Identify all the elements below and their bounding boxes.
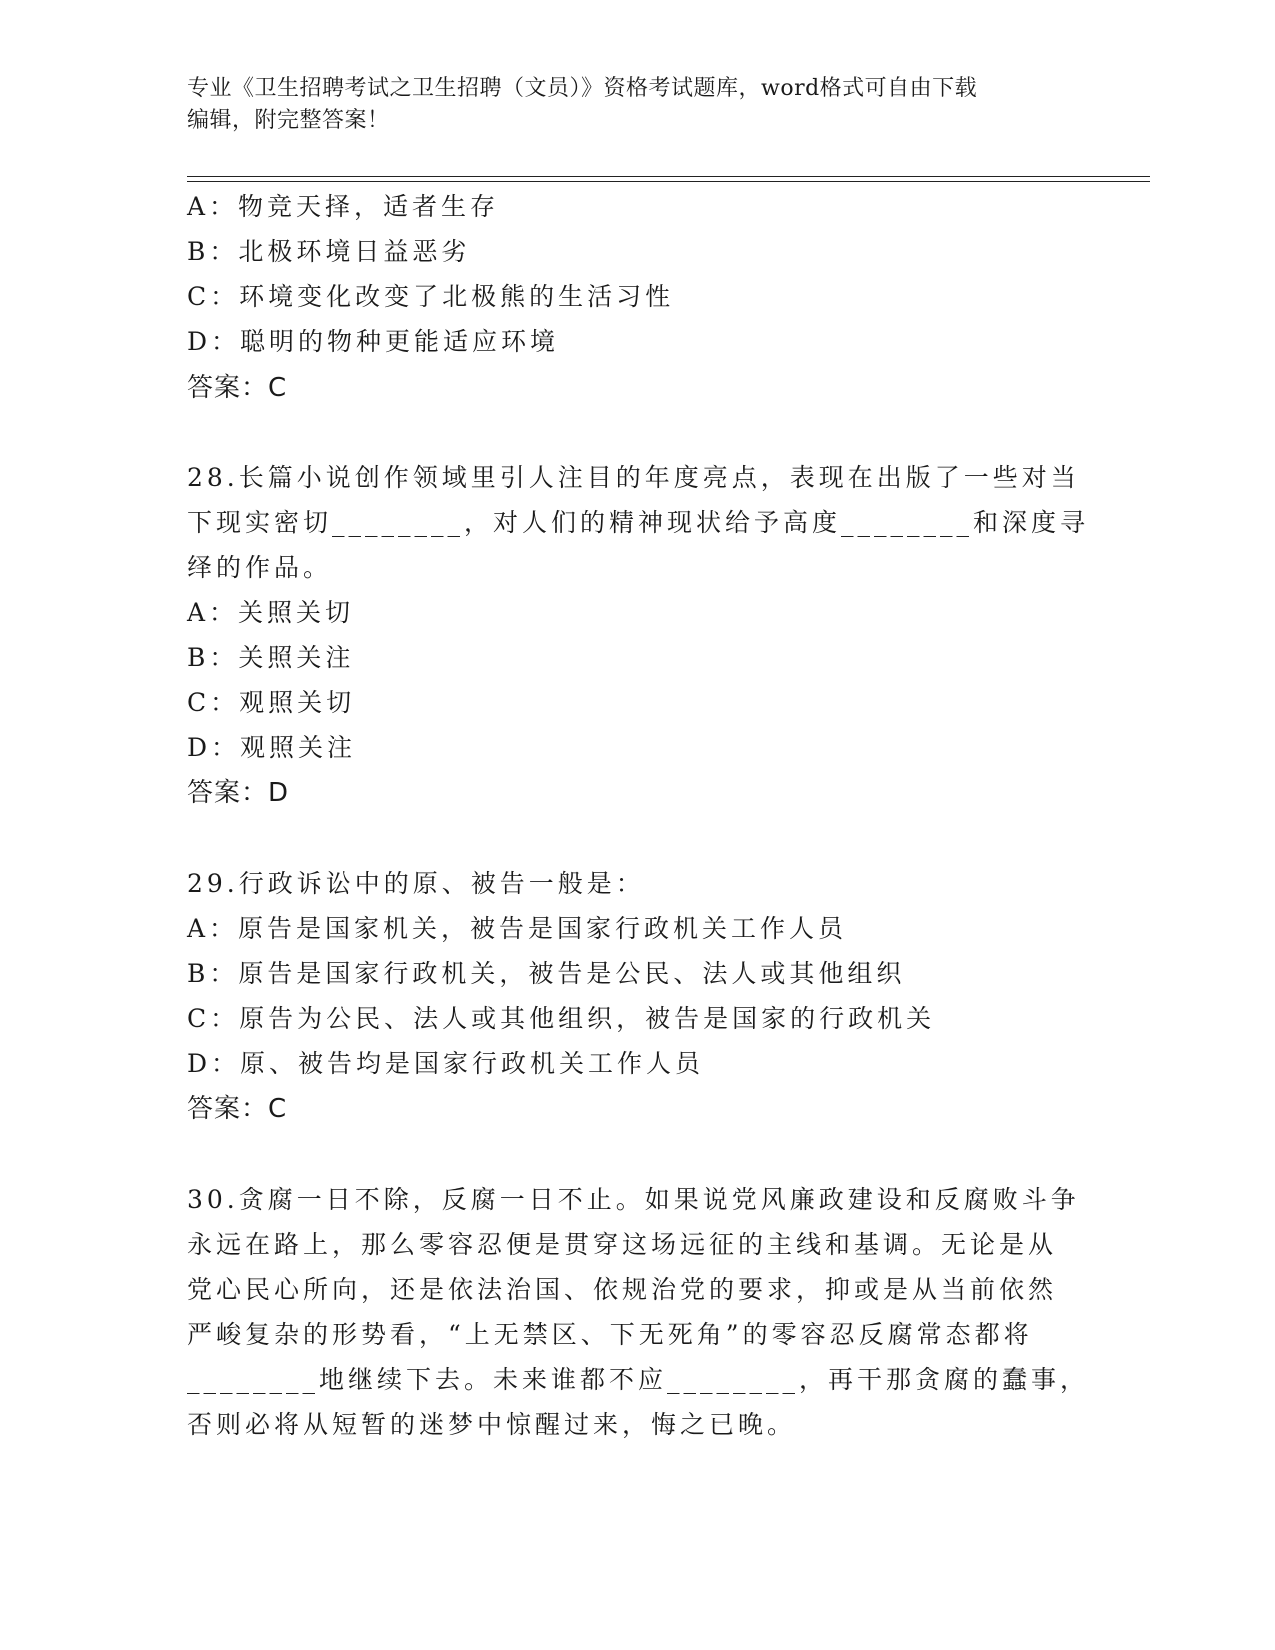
q28-option-c: C：观照关切 <box>187 688 356 717</box>
q30-stem-line-4: 严峻复杂的形势看，“上无禁区、下无死角”的零容忍反腐常态都将 <box>187 1320 1033 1349</box>
q29-option-d: D：原、被告均是国家行政机关工作人员 <box>187 1049 705 1078</box>
q28-answer: 答案：D <box>187 778 290 808</box>
header-divider-top <box>187 176 1150 177</box>
q28-stem-line-1: 28.长篇小说创作领域里引人注目的年度亮点，表现在出版了一些对当 <box>187 463 1080 492</box>
q29-answer: 答案：C <box>187 1094 288 1124</box>
header-line-1: 专业《卫生招聘考试之卫生招聘（文员）》资格考试题库，word格式可自由下载 <box>187 76 978 101</box>
q28-option-d: D：观照关注 <box>187 733 357 762</box>
q29-stem-line-1: 29.行政诉讼中的原、被告一般是： <box>187 869 645 898</box>
q29-option-a: A：原告是国家机关，被告是国家行政机关工作人员 <box>187 914 848 943</box>
q30-stem-line-5: ________地继续下去。未来谁都不应________，再干那贪腐的蠢事， <box>187 1365 1090 1394</box>
q27-option-b: B：北极环境日益恶劣 <box>187 237 471 266</box>
q28-stem-line-2: 下现实密切________，对人们的精神现状给予高度________和深度寻 <box>187 508 1090 537</box>
q29-option-b: B：原告是国家行政机关，被告是公民、法人或其他组织 <box>187 959 906 988</box>
q27-answer: 答案：C <box>187 373 288 403</box>
q28-option-a: A：关照关切 <box>187 598 355 627</box>
document-header <box>187 73 1067 137</box>
q28-option-b: B：关照关注 <box>187 643 355 672</box>
header-line-2: 编辑，附完整答案！ <box>187 108 390 133</box>
q27-option-a: A：物竞天择，适者生存 <box>187 192 500 221</box>
q30-stem-line-3: 党心民心所向，还是依法治国、依规治党的要求，抑或是从当前依然 <box>187 1275 1058 1304</box>
q27-option-d: D：聪明的物种更能适应环境 <box>187 327 560 356</box>
header-divider-bottom <box>187 181 1150 182</box>
q28-stem-line-3: 绎的作品。 <box>187 553 333 582</box>
q30-stem-line-1: 30.贪腐一日不除，反腐一日不止。如果说党风廉政建设和反腐败斗争 <box>187 1185 1080 1214</box>
q29-option-c: C：原告为公民、法人或其他组织，被告是国家的行政机关 <box>187 1004 936 1033</box>
q30-stem-line-6: 否则必将从短暂的迷梦中惊醒过来，悔之已晚。 <box>187 1410 797 1439</box>
q27-option-c: C：环境变化改变了北极熊的生活习性 <box>187 282 675 311</box>
q30-stem-line-2: 永远在路上，那么零容忍便是贯穿这场远征的主线和基调。无论是从 <box>187 1230 1058 1259</box>
